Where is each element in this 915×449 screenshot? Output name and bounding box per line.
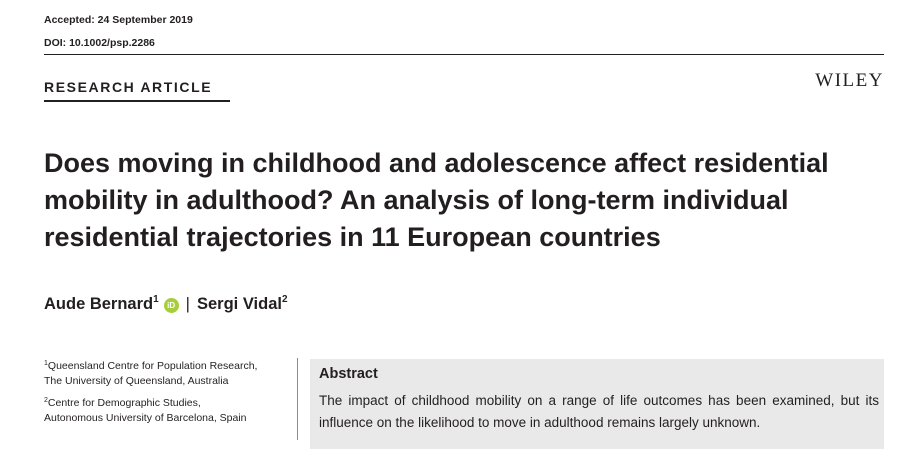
affiliation-2 [44, 393, 289, 426]
author-affil-ref-1[interactable]: 1 [153, 294, 159, 305]
column-divider [297, 358, 298, 440]
orcid-icon[interactable]: iD [164, 298, 179, 313]
author-separator: | [185, 295, 190, 313]
affiliation-1-line2: The University of Queensland, Australia [44, 375, 229, 387]
publisher-logo: WILEY [815, 70, 884, 91]
accepted-date: Accepted: 24 September 2019 [44, 14, 193, 26]
abstract-box [310, 359, 884, 449]
author-list [44, 294, 288, 314]
article-type-label: RESEARCH ARTICLE [44, 79, 213, 95]
abstract-heading: Abstract [319, 366, 378, 382]
affiliations [44, 356, 289, 430]
article-title: Does moving in childhood and adolescence affect residential mobility in adulthood? An analysis of long-term individual residential trajectories in 11 European countries [44, 148, 829, 252]
author-name-vidal[interactable]: Sergi Vidal [196, 295, 282, 313]
affiliation-2-number: 2 [44, 397, 48, 404]
author-name-bernard[interactable]: Aude Bernard [44, 295, 154, 313]
article-type-underline [44, 100, 230, 102]
affiliation-2-line1: Centre for Demographic Studies, [47, 397, 201, 409]
doi[interactable]: DOI: 10.1002/psp.2286 [44, 37, 155, 49]
author-affil-ref-2[interactable]: 2 [281, 294, 288, 305]
affiliation-1-line1: Queensland Centre for Population Research, [47, 360, 258, 372]
header-divider [44, 54, 884, 55]
abstract-text: The impact of childhood mobility on a range of life outcomes has been examined, but its influence on the likelihood to move in adulthood remains largely unknown. [319, 393, 879, 430]
affiliation-1 [44, 356, 289, 389]
affiliation-1-number: 1 [44, 360, 48, 367]
affiliation-2-line2: Autonomous University of Barcelona, Spain [44, 412, 247, 424]
